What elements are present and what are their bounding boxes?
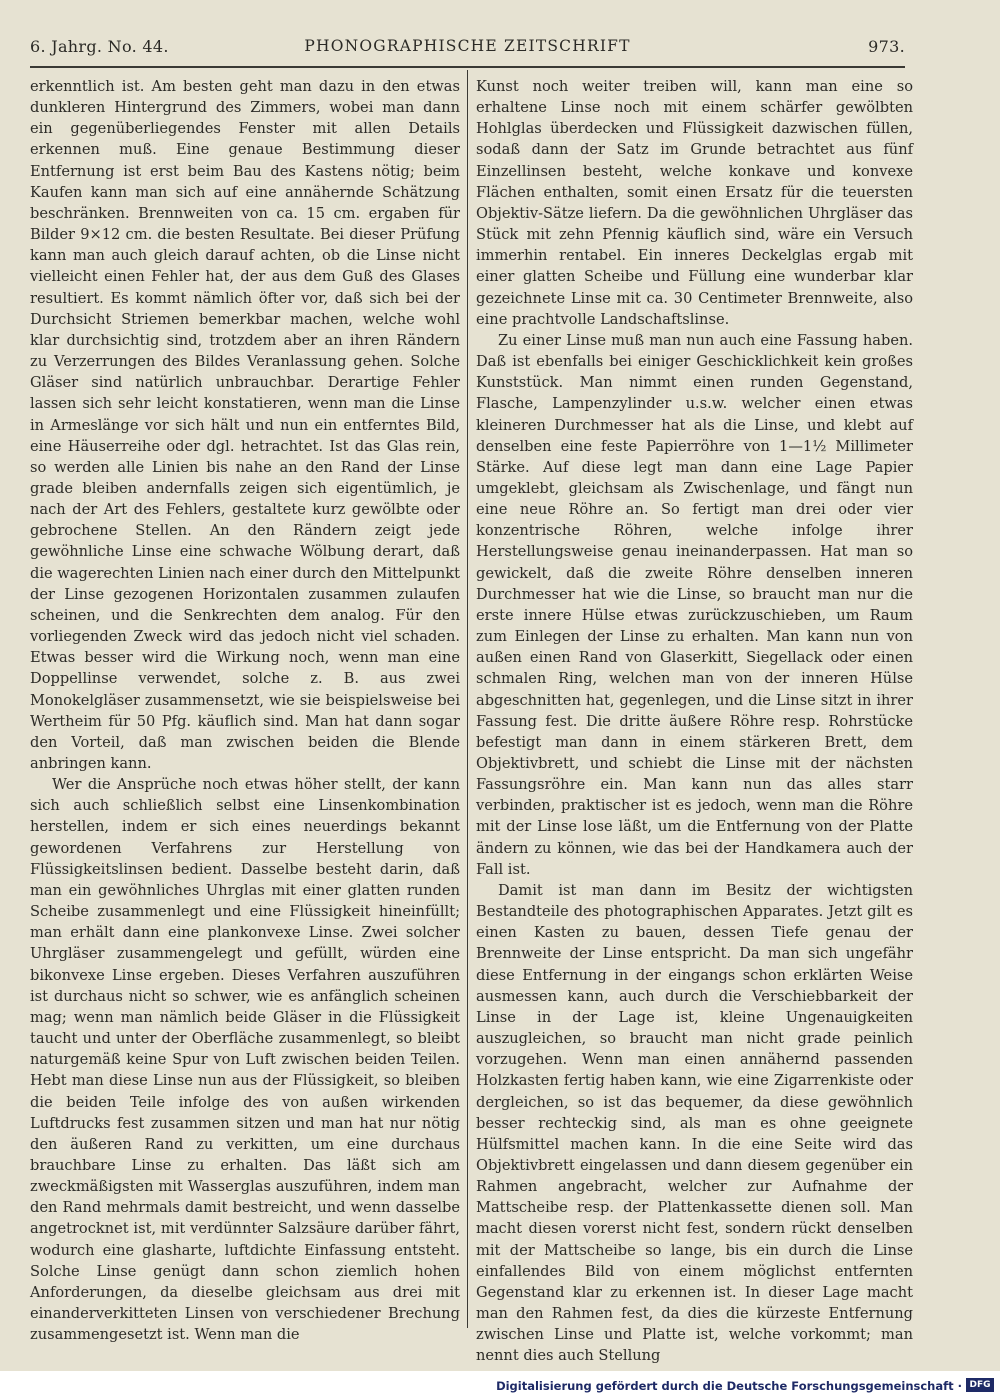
paragraph: Zu einer Linse muß man nun auch eine Fassung haben. Daß ist ebenfalls bei einiger Geschicklichkeit kein großes Kunststück. Man nimmt einen runden Gegenstand, Flasche, Lampenzylinder u.s.w. welcher einen etwas kleineren Durchmesser hat als die Linse, und klebt auf denselben eine feste Papierröhre von 1—1½ Millimeter Stärke. Auf diese legt man dann eine Lage Papier umgeklebt, gleichsam als Zwischenlage, und fängt nun eine neue Röhre an. So fertigt man drei oder vier konzentrische Röhren, welche infolge ihrer Herstellungsweise genau ineinanderpassen. Hat man so gewickelt, daß die zweite Röhre denselben inneren Durchmesser hat wie die Linse, so braucht man nur die erste innere Hülse etwas zurückzuschieben, um Raum zum Einlegen der Linse zu erhalten. Man kann nun von außen einen Rand von Glaserkitt, Siegellack oder einen schmalen Ring, welchen man von der inneren Hülse abgeschnitten hat, gegenlegen, und die Linse sitzt in ihrer Fassung fest. Die dritte äußere Röhre resp. Rohrstücke befestigt man dann in einem stärkeren Brett, dem Objektivbrett, und schiebt die Linse mit der nächsten Fassungsröhre ein. Man kann nun das alles starr verbinden, praktischer ist es jedoch, wenn man die Röhre mit der Linse lose läßt, um die Entfernung von der Platte ändern zu können, wie das bei der Handkamera auch der Fall ist. xyxy=(476,331,913,878)
paragraph: Wer die Ansprüche noch etwas höher stellt, der kann sich auch schließlich selbst eine Linsenkombination herstellen, indem er sich eines neuerdings bekannt gewordenen Verfahrens zur Herstellung von Flüssigkeitslinsen bedient. Dasselbe besteht darin, daß man ein gewöhnliches Uhrglas mit einer glatten runden Scheibe zusammenlegt und eine Flüssigkeit hineinfüllt; man erhält dann eine plankonvexe Linse. Zwei solcher Uhrgläser zusammengelegt und gefüllt, würden eine bikonvexe Linse ergeben. Dieses Verfahren auszuführen ist durchaus nicht so schwer, wie es anfänglich scheinen mag; wenn man nämlich beide Gläser in die Flüssigkeit taucht und unter der Oberfläche zusammenlegt, so bleibt naturgemäß keine Spur von Luft zwischen beiden Teilen. Hebt man diese Linse nun aus der Flüssigkeit, so bleiben die beiden Teile infolge des von außen wirkenden Luftdrucks fest zusammen sitzen und man hat nur nötig den äußeren Rand zu verkitten, um eine durchaus brauchbare Linse zu erhalten. Das läßt sich am zweckmäßigsten mit Wasserglas auszuführen, indem man den Rand mehrmals damit bestreicht, und wenn dasselbe angetrocknet ist, mit verdünnter Salzsäure darüber fährt, wodurch eine glasharte, luftdichte Einfassung entsteht. Solche Linse genügt dann schon ziemlich hohen Anforderungen, da dieselbe gleichsam aus drei mit einanderverkitteten Linsen von verschiedener Brechung zusammengesetzt ist. Wenn man die xyxy=(30,776,460,1344)
paragraph: erkenntlich ist. Am besten geht man dazu in den etwas dunkleren Hintergrund des Zimmers, wobei man dann ein gegenüberliegendes Fenster mit allen Details erkennen muß. Eine genaue Bestimmung dieser Entfernung ist erst beim Bau des Kastens nötig; beim Kaufen kann man sich auf eine annähernde Schätzung beschränken. Brennweiten von ca. 15 cm. ergaben für Bilder 9×12 cm. die besten Resultate. Bei dieser Prüfung kann man auch gleich darauf achten, ob die Linse nicht vielleicht einen Fehler hat, der aus dem Guß des Glases resultiert. Es kommt nämlich öfter vor, daß sich bei der Durchsicht Striemen bemerkbar machen, welche wohl klar durchsichtig sind, trotzdem aber an ihren Rändern zu Verzerrungen des Bildes Veranlassung gehen. Solche Gläser sind natürlich unbrauchbar. Derartige Fehler lassen sich sehr leicht konstatieren, wenn man die Linse in Armeslänge vor sich hält und nun ein entferntes Bild, eine Häuserreihe oder dgl. hetrachtet. Ist das Glas rein, so werden alle Linien bis nahe an den Rand der Linse grade bleiben andernfalls zeigen sich eigentümlich, je nach der Art des Fehlers, gestaltete kurz gewölbte oder gebrochene Stellen. An den Rändern zeigt jede gewöhnliche Linse eine schwache Wölbung derart, daß die wagerechten Linien nach einer durch den Mittelpunkt der Linse gezogenen Horizontalen zusammen zulaufen scheinen, und die Senkrechten dem analog. Für den vorliegenden Zweck wird das jedoch nicht viel schaden. Etwas besser wird die Wirkung noch, wenn man eine Doppellinse verwendet, solche z. B. aus zwei Monokelgläser zusammensetzt, wie sie beispielsweise bei Wertheim für 50 Pfg. käuflich sind. Man hat dann sogar den Vorteil, daß man zwischen beiden die Blende anbringen kann. xyxy=(30,78,460,772)
dfg-logo: DFG xyxy=(966,1378,994,1392)
paragraph: Damit ist man dann im Besitz der wichtigsten Bestandteile des photographischen Apparates. Jetzt gilt es einen Kasten zu bauen, dessen Tiefe genau der Brennweite der Linse entspricht. Da man sich ungefähr diese Entfernung in der eingangs schon erklärten Weise ausmessen kann, auch durch die Verschiebbarkeit der Linse in der Lage ist, kleine Ungenauigkeiten auszugleichen, so braucht man nicht grade peinlich vorzugehen. Wenn man einen annähernd passenden Holzkasten fertig haben kann, wie eine Zigarrenkiste oder dergleichen, so ist das bequemer, da diese gewöhnlich besser rechteckig sind, als man es ohne geeignete Hülfsmittel machen kann. In die eine Seite wird das Objektivbrett eingelassen und dann diesem gegenüber ein Rahmen angebracht, welcher zur Aufnahme der Mattscheibe resp. der Plattenkassette dienen soll. Man macht diesen vorerst nicht fest, sondern rückt denselben mit der Mattscheibe so lange, bis ein durch die Linse einfallendes Bild von einem möglichst entfernten Gegenstand klar zu erkennen ist. In dieser Lage macht man den Rahmen fest, da dies die kürzeste Entfernung zwischen Linse und Platte ist, welche vorkommt; man nennt dies auch Stellung xyxy=(476,881,913,1365)
journal-title: PHONOGRAPHISCHE ZEITSCHRIFT xyxy=(304,37,631,55)
page-number: 973. xyxy=(868,37,905,56)
column-divider xyxy=(467,70,468,1328)
paragraph: Kunst noch weiter treiben will, kann man eine so erhaltene Linse noch mit einem schärfer gewölbten Hohlglas überdecken und Flüssigkeit dazwischen füllen, sodaß dann der Satz im Grunde betrachtet aus fünf Einzellinsen besteht, welche konkave und konvexe Flächen enthalten, somit einen Ersatz für die teuersten Objektiv-Sätze liefern. Da die gewöhnlichen Uhrgläser das Stück mit zehn Pfennig käuflich sind, wäre ein Versuch immerhin rentabel. Ein inneres Deckelglas ergab mit einer glatten Scheibe und Füllung eine wunderbar klar gezeichnete Linse mit ca. 30 Centimeter Brennweite, also eine prachtvolle Landschaftslinse. xyxy=(476,78,913,328)
running-header xyxy=(30,37,905,63)
left-column xyxy=(30,76,460,1345)
header-rule xyxy=(30,66,905,68)
right-column xyxy=(476,76,913,1367)
footer-credit: Digitalisierung gefördert durch die Deutsche Forschungsgemeinschaft · xyxy=(496,1379,962,1393)
digitization-footer xyxy=(0,1371,1000,1399)
issue-label: 6. Jahrg. No. 44. xyxy=(30,37,169,56)
